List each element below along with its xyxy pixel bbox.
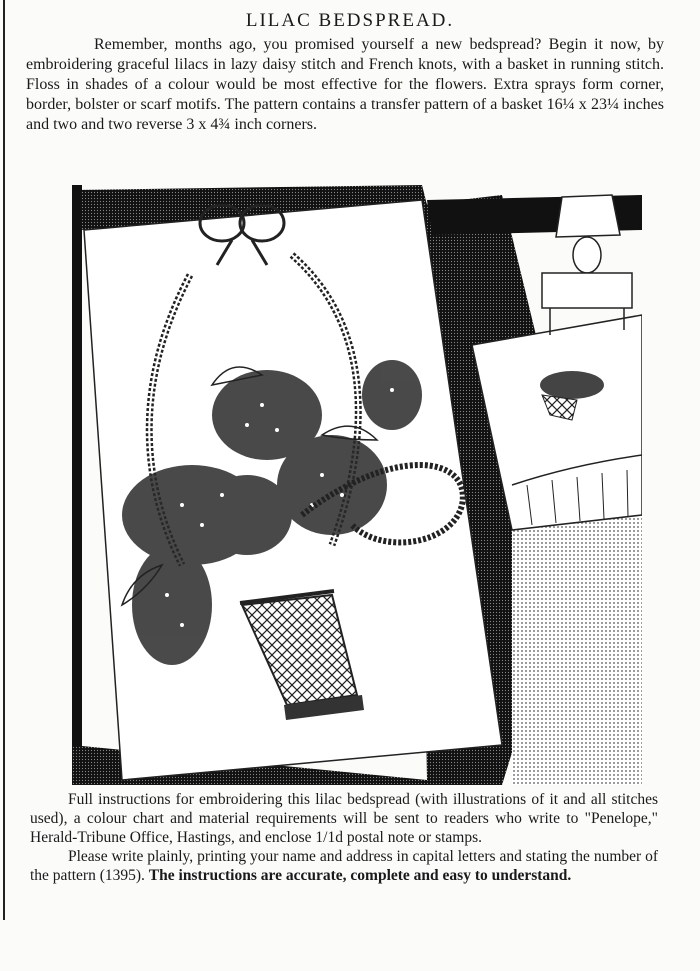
column-rule <box>3 0 5 920</box>
article-footer <box>30 790 658 885</box>
footer-paragraph-2-text: Please write plainly, printing your name and address in capital letters and stating the number of the pattern (1395). <box>30 848 658 884</box>
lilac-basket-illustration <box>72 185 642 785</box>
article-title: LILAC BEDSPREAD. <box>245 10 455 31</box>
footer-paragraph-1: Full instructions for embroidering this lilac bedspread (with illustrations of it and all stitches used), a colour chart and material requirements will be sent to readers who write to "Penelope," Herald-Tribune Office, Hastings, and enclose 1/1d postal note or stamps. <box>30 791 658 846</box>
footer-paragraph-2 <box>30 847 658 885</box>
article-intro: Remember, months ago, you promised yourself a new bedspread? Begin it now, by embroidering graceful lilacs in lazy daisy stitch and French knots, with a basket in running stitch. Floss in shades of a colour would be most effective for the flowers. Extra sprays form corner, border, bolster or scarf motifs. The pattern contains a transfer pattern of a basket 16¼ x 23¼ inches and two and two reverse 3 x 4¾ inch corners. <box>26 36 664 133</box>
footer-paragraph-2-emphasis: The instructions are accurate, complete and easy to understand. <box>148 867 572 884</box>
